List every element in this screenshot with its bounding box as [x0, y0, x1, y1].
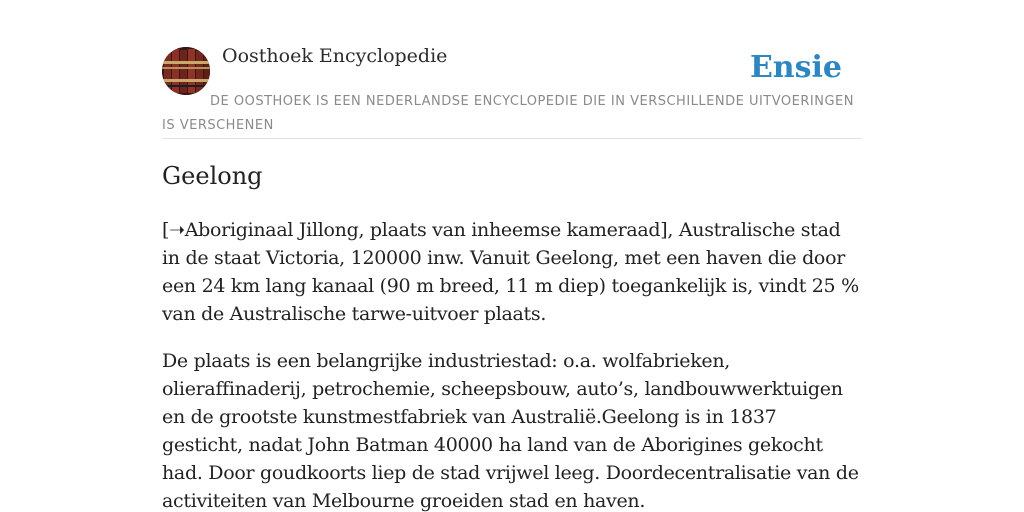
- article-paragraph-2: De plaats is een belangrijke industriestad: o.a. wolfabrieken, olieraffinaderij, petrochemie, scheepsbouw, auto’s, landbouwwerktuigen en de grootste kunstmestfabriek van Australië.Geelong is in 1837 gesticht, nadat John Batman 40000 ha land van de Aborigines gekocht had. Door goudkoorts liep de stad vrijwel leeg. Doordecentralisatie van de activiteiten van Melbourne groeiden stad en haven.: [162, 350, 859, 512]
- publication-name[interactable]: Oosthoek Encyclopedie: [222, 45, 448, 67]
- publication-tagline: DE OOSTHOEK IS EEN NEDERLANDSE ENCYCLOPEDIE DIE IN VERSCHILLENDE UITVOERINGEN IS VERSCHENEN: [162, 94, 854, 133]
- book-spines-icon: [162, 47, 210, 95]
- ensie-logo-link[interactable]: Ensie: [749, 50, 842, 85]
- article-paragraph-1: [➝Aboriginaal Jillong, plaats van inheemse kameraad], Australische stad in de staat Victoria, 120000 inw. Vanuit Geelong, met een haven die door een 24 km lang kanaal (90 m breed, 11 m diep) toegankelijk is, vindt 25 % van de Australische tarwe-uitvoer plaats.: [162, 219, 859, 325]
- article-title: Geelong: [162, 162, 263, 190]
- article-body: [162, 216, 862, 512]
- content-container: [162, 0, 862, 512]
- publication-avatar[interactable]: [162, 47, 210, 95]
- publication-header: [162, 0, 862, 139]
